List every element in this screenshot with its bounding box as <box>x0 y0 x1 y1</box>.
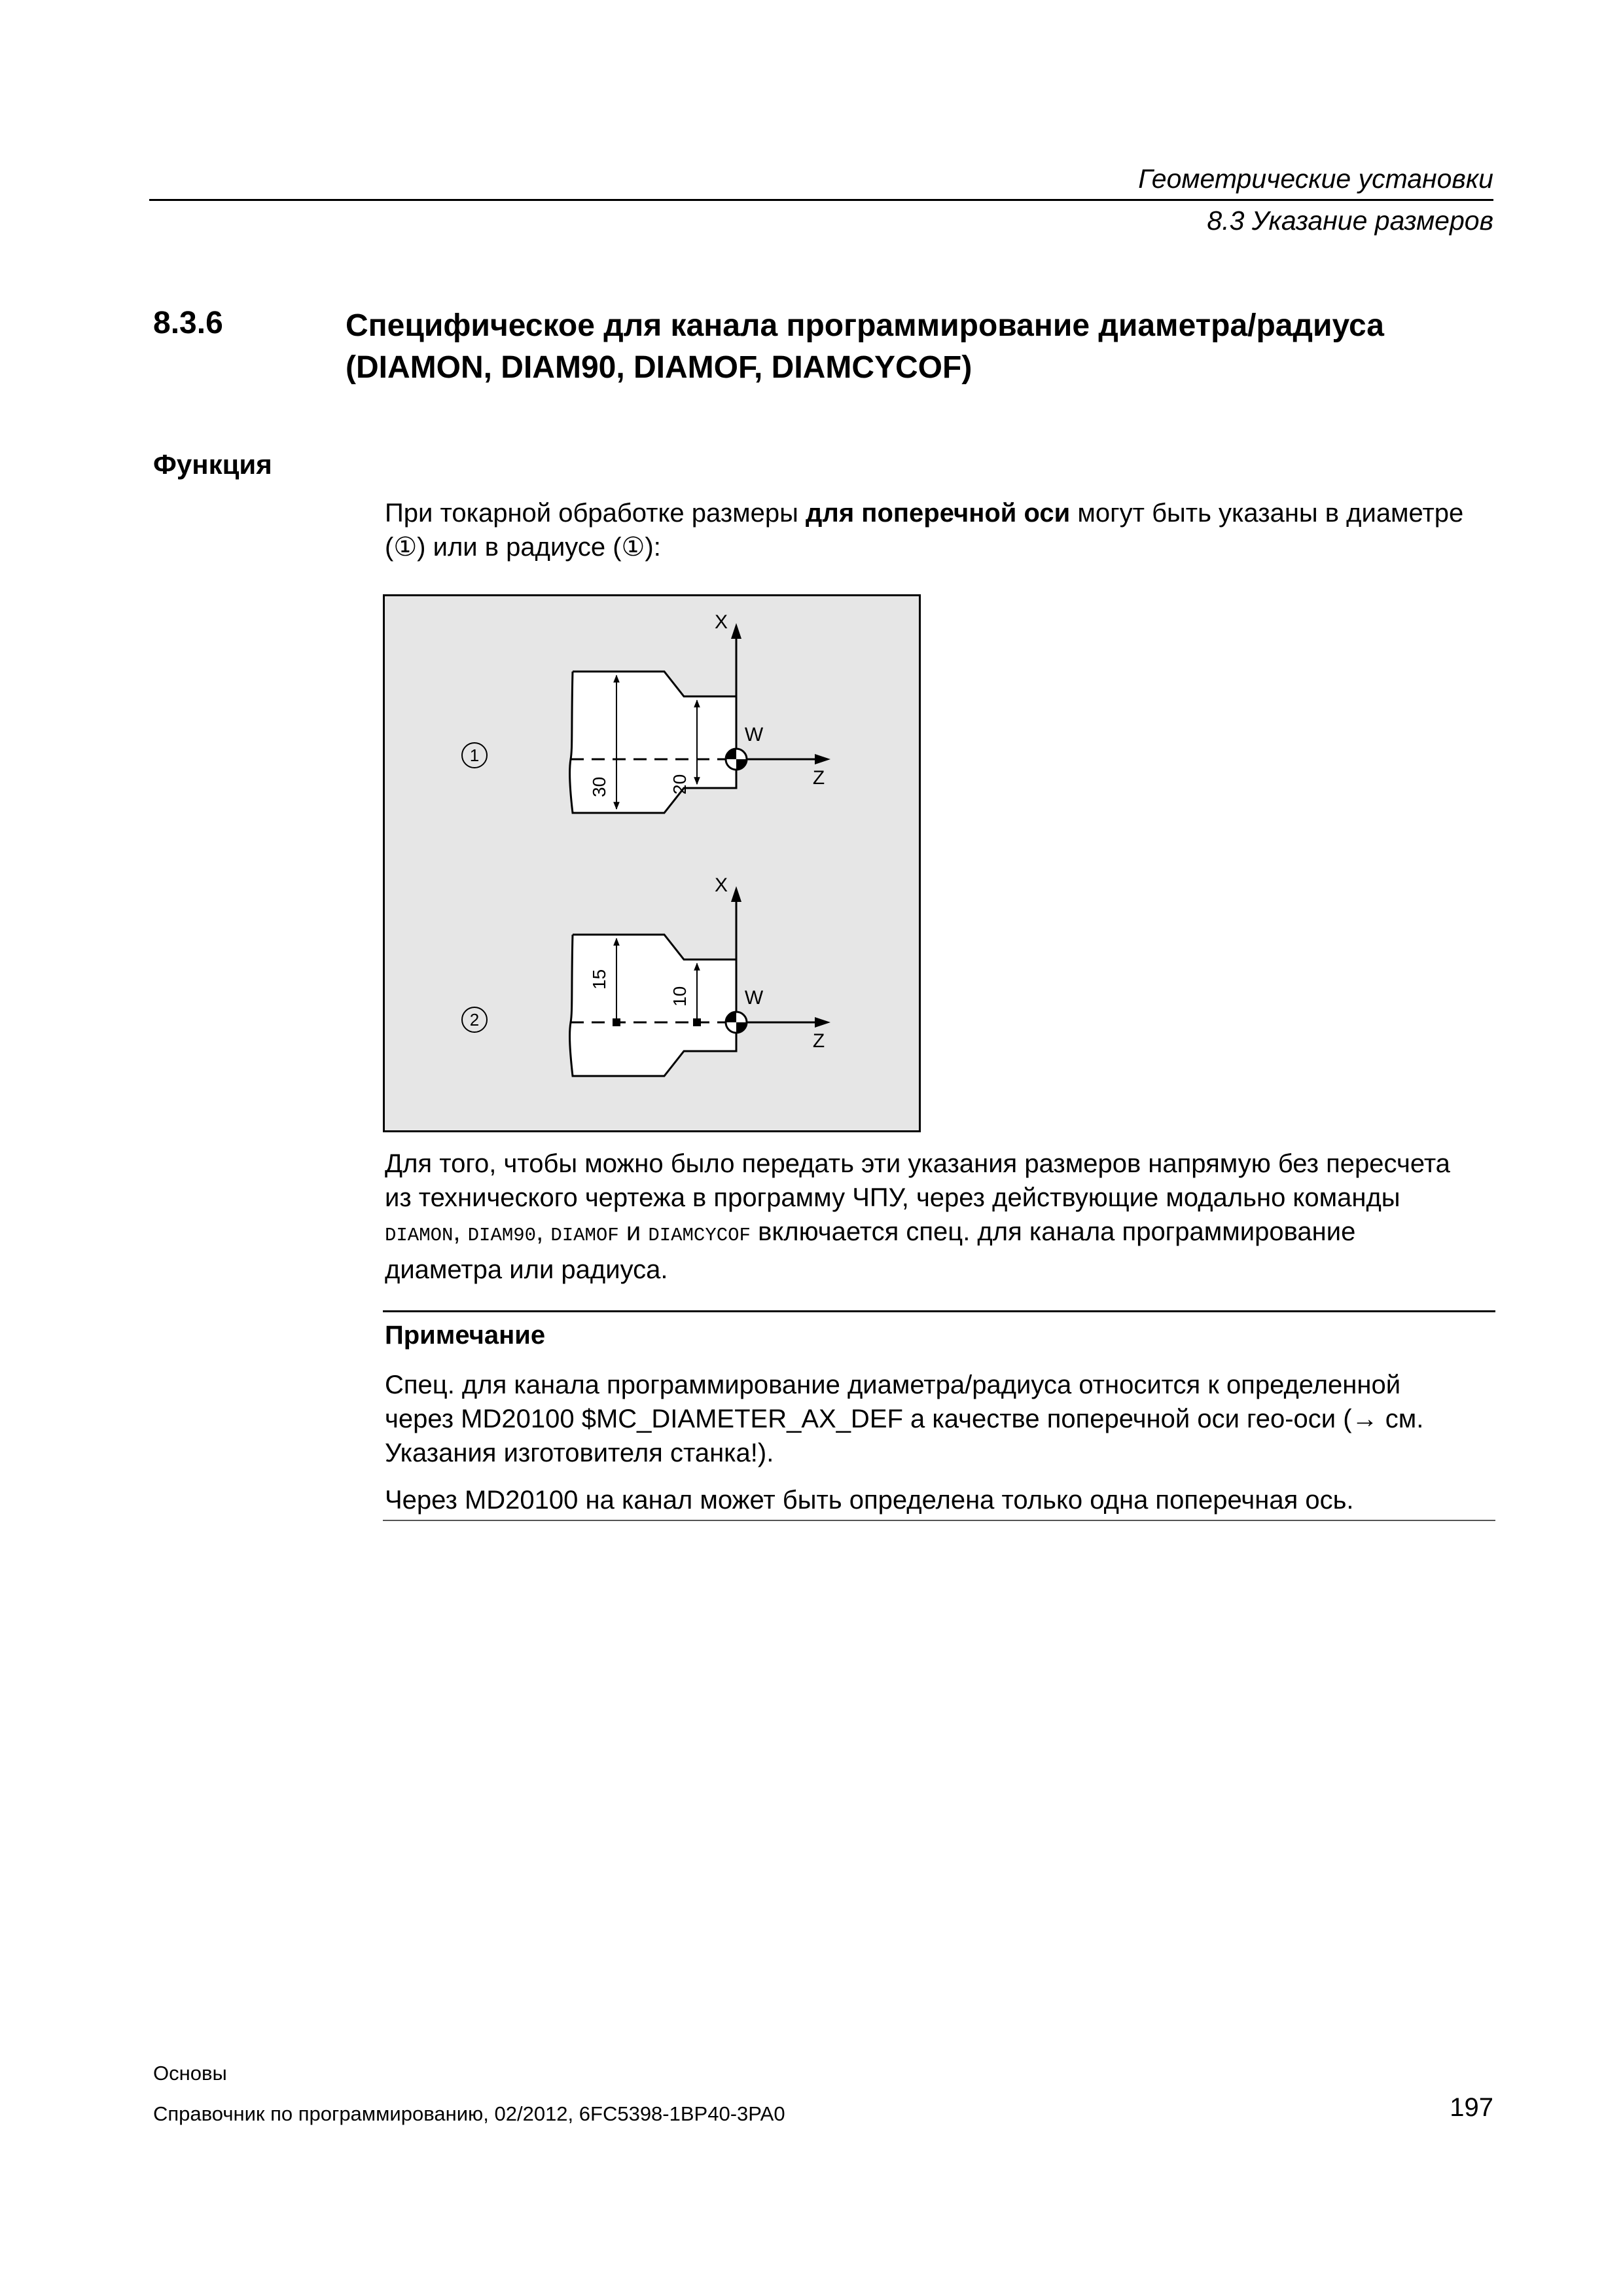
diameter-radius-figure <box>383 594 921 1132</box>
dimension-label-15: 15 <box>589 969 609 990</box>
separator-2: , <box>536 1217 551 1246</box>
section-title-line2: (DIAMON, DIAM90, DIAMOF, DIAMCYCOF) <box>346 350 972 385</box>
conjunction-and: и <box>618 1217 649 1246</box>
dimension-label-20: 20 <box>669 774 690 795</box>
axis-z-label-1: Z <box>812 767 825 789</box>
note-paragraph-2 <box>385 1483 1504 1517</box>
running-header-section: 8.3 Указание размеров <box>1207 206 1493 236</box>
function-heading: Функция <box>153 449 272 480</box>
dimension-label-10: 10 <box>669 986 690 1007</box>
intro-paragraph <box>385 496 1504 564</box>
intro-text-pre: При токарной обработке размеры <box>385 499 806 528</box>
separator-1: , <box>453 1217 468 1246</box>
header-rule <box>149 199 1493 201</box>
page-number: 197 <box>1450 2093 1493 2122</box>
dimension-label-30: 30 <box>589 776 609 797</box>
note-paragraph-1 <box>385 1368 1504 1470</box>
origin-label-1: W <box>744 724 764 745</box>
body-line2: из технического чертежа в программу ЧПУ, через действующие модально команды <box>385 1183 1400 1212</box>
origin-label-2: W <box>744 987 764 1009</box>
marker-label-1: 1 <box>469 745 480 765</box>
intro-line2: (①) или в радиусе (①): <box>385 533 661 562</box>
note-line3: Указания изготовителя станка!). <box>385 1439 774 1467</box>
body-line4: диаметра или радиуса. <box>385 1255 668 1284</box>
note-line1: Спец. для канала программирование диаметра/радиуса относится к определенной <box>385 1371 1401 1399</box>
axis-z-label-2: Z <box>812 1030 825 1052</box>
command-diamof: DIAMOF <box>550 1225 619 1246</box>
body-line1: Для того, чтобы можно было передать эти указания размеров напрямую без пересчета <box>385 1149 1450 1178</box>
note-line2: через MD20100 $MC_DIAMETER_AX_DEF а качестве поперечной оси гео-оси (→ см. <box>385 1405 1424 1433</box>
command-diamon: DIAMON <box>385 1225 454 1246</box>
note-top-rule <box>383 1310 1495 1312</box>
dimension-anchor-10 <box>693 1018 701 1026</box>
body-paragraph <box>385 1147 1504 1287</box>
intro-text-bold: для поперечной оси <box>806 499 1071 528</box>
note-line4: Через MD20100 на канал может быть определена только одна поперечная ось. <box>385 1486 1354 1515</box>
figure-svg <box>383 594 921 1132</box>
note-title: Примечание <box>385 1321 546 1350</box>
running-header-chapter: Геометрические установки <box>1138 164 1493 194</box>
axis-x-label-1: X <box>714 611 728 633</box>
footer-book-title: Основы <box>153 2062 227 2085</box>
axis-x-label-2: X <box>714 874 728 896</box>
dimension-anchor-15 <box>613 1018 620 1026</box>
marker-label-2: 2 <box>469 1010 480 1030</box>
section-number: 8.3.6 <box>153 306 223 340</box>
intro-line1 <box>385 496 1504 530</box>
intro-text-post: могут быть указаны в диаметре <box>1070 499 1464 528</box>
footer-book-info: Справочник по программированию, 02/2012, 6FC5398-1BP40-3PA0 <box>153 2102 785 2125</box>
body-line3 <box>385 1215 1504 1253</box>
body-line3-tail: включается спец. для канала программирование <box>750 1217 1356 1246</box>
command-diam90: DIAM90 <box>467 1225 537 1246</box>
section-title <box>346 305 1497 389</box>
note-bottom-rule <box>383 1520 1495 1521</box>
section-title-line1: Специфическое для канала программирование диаметра/радиуса <box>346 308 1384 343</box>
command-diamcycof: DIAMCYCOF <box>648 1225 751 1246</box>
